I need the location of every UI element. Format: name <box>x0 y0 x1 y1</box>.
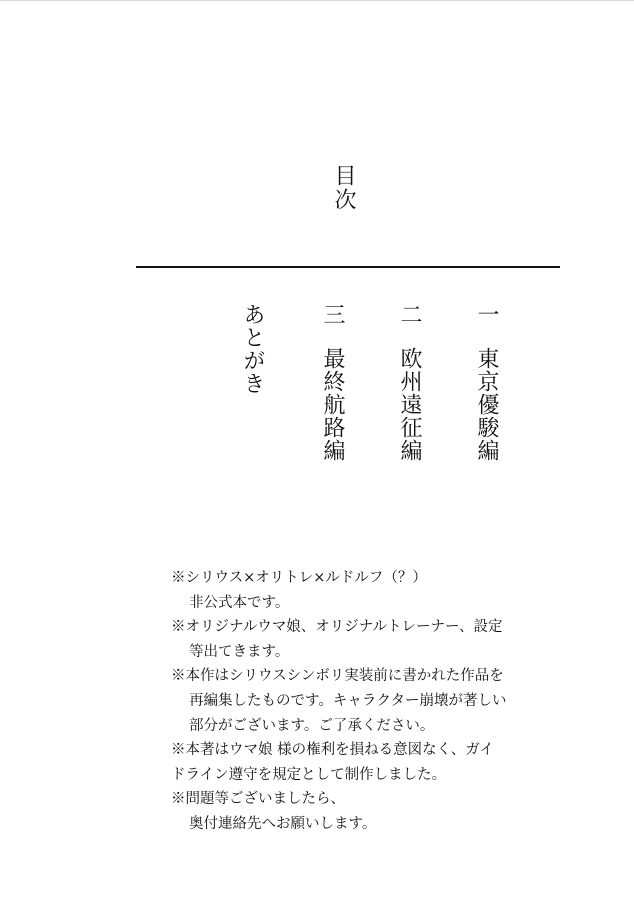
disclaimer-notes <box>171 566 551 837</box>
toc-divider-rule <box>136 266 560 268</box>
note-line: 奥付連絡先へお願いします。 <box>189 815 377 832</box>
toc-entry-title: 欧州遠征編 <box>397 347 422 462</box>
toc-afterword: あとがき <box>240 303 265 395</box>
note-line: ドライン遵守を規定として制作しました。 <box>171 766 447 783</box>
note-line: ※オリジナルウマ娘、オリジナルトレーナー、設定 <box>171 619 503 636</box>
toc-entry-2 <box>394 303 424 462</box>
toc-entry-number: 三 <box>320 303 345 325</box>
note-line: 再編集したものです。キャラクター崩壊が著しい <box>189 692 507 709</box>
toc-entry-title: 最終航路編 <box>320 347 345 462</box>
toc-entry-title: 東京優駿編 <box>474 347 499 462</box>
note-line: 等出てきます。 <box>189 643 290 660</box>
page-top-edge <box>0 0 634 1</box>
toc-entry-1 <box>471 303 501 462</box>
toc-title: 目次 <box>331 164 356 212</box>
toc-entry-number: 二 <box>397 303 422 325</box>
note-line: ※本作はシリウスシンボリ実装前に書かれた作品を <box>171 668 504 685</box>
note-line: ※シリウス×オリトレ×ルドルフ（？） <box>171 570 427 586</box>
note-line: ※問題等ございましたら、 <box>171 791 345 808</box>
toc-entry-3 <box>317 303 347 462</box>
note-line: 非公式本です。 <box>189 594 290 611</box>
note-line: 部分がございます。ご了承ください。 <box>189 717 435 734</box>
note-line: ※本著はウマ娘 様の権利を損ねる意図なく、ガイ <box>171 742 494 759</box>
toc-entry-number: 一 <box>474 303 499 325</box>
